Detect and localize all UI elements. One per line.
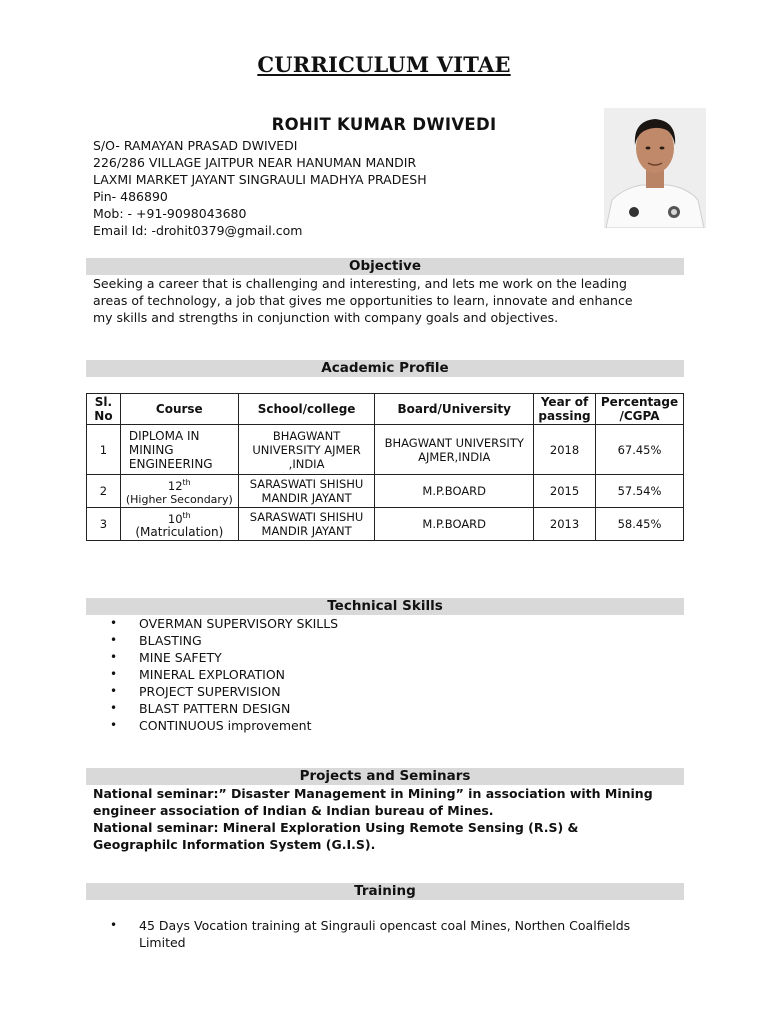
skills-heading: Technical Skills bbox=[86, 598, 684, 615]
bullet-icon: • bbox=[110, 633, 118, 647]
cell-board: M.P.BOARD bbox=[375, 508, 534, 541]
skills-list bbox=[110, 615, 510, 734]
cell-school: SARASWATI SHISHU MANDIR JAYANT bbox=[238, 475, 375, 508]
cv-title: CURRICULUM VITAE bbox=[257, 52, 511, 77]
table-row bbox=[87, 508, 684, 541]
cell-percentage: 58.45% bbox=[596, 508, 684, 541]
candidate-name: ROHIT KUMAR DWIVEDI bbox=[271, 115, 497, 134]
header-course: Course bbox=[120, 394, 238, 425]
address-line: S/O- RAMAYAN PRASAD DWIVEDI bbox=[93, 138, 298, 153]
training-text-cont: Limited bbox=[139, 935, 186, 950]
cell-school: SARASWATI SHISHU MANDIR JAYANT bbox=[238, 508, 375, 541]
cell-sl: 2 bbox=[87, 475, 121, 508]
table-row bbox=[87, 425, 684, 475]
course-grade-suffix: th bbox=[182, 478, 191, 488]
objective-line: areas of technology, a job that gives me opportunities to learn, innovate and enhance bbox=[93, 293, 633, 308]
cell-board: BHAGWANT UNIVERSITY AJMER,INDIA bbox=[375, 425, 534, 475]
list-item-continuation bbox=[110, 934, 670, 951]
cell-percentage: 67.45% bbox=[596, 425, 684, 475]
project-line: engineer association of Indian & Indian bureau of Mines. bbox=[93, 803, 494, 818]
cell-board: M.P.BOARD bbox=[375, 475, 534, 508]
table-header-row bbox=[87, 394, 684, 425]
training-text: 45 Days Vocation training at Singrauli opencast coal Mines, Northen Coalfields bbox=[139, 918, 631, 933]
cell-percentage: 57.54% bbox=[596, 475, 684, 508]
course-level: (Higher Secondary) bbox=[125, 492, 233, 506]
bullet-icon: • bbox=[110, 918, 118, 932]
bullet-icon: • bbox=[110, 650, 118, 664]
list-item: • MINE SAFETY bbox=[110, 650, 222, 665]
mobile-number: Mob: - +91-9098043680 bbox=[93, 206, 247, 221]
list-item bbox=[110, 917, 670, 934]
course-grade-suffix: th bbox=[182, 510, 191, 520]
header-board: Board/University bbox=[375, 394, 534, 425]
project-line: Geographilc Information System (G.I.S). bbox=[93, 837, 376, 852]
academic-heading: Academic Profile bbox=[86, 360, 684, 377]
cell-course bbox=[120, 475, 238, 508]
profile-photo bbox=[604, 108, 706, 228]
table-row bbox=[87, 475, 684, 508]
academic-table bbox=[86, 393, 684, 541]
bullet-icon: • bbox=[110, 667, 118, 681]
course-grade: 12 bbox=[167, 478, 183, 493]
cell-sl: 3 bbox=[87, 508, 121, 541]
header-year: Year of passing bbox=[534, 394, 596, 425]
cell-sl: 1 bbox=[87, 425, 121, 475]
email-address: Email Id: -drohit0379@gmail.com bbox=[93, 223, 303, 238]
header-sl-no: Sl. No bbox=[87, 394, 121, 425]
projects-heading: Projects and Seminars bbox=[86, 768, 684, 785]
list-item: • PROJECT SUPERVISION bbox=[110, 684, 281, 699]
course-grade: 10 bbox=[167, 511, 183, 526]
course-level: (Matriculation) bbox=[135, 525, 224, 540]
objective-heading: Objective bbox=[86, 258, 684, 275]
bullet-icon: • bbox=[110, 616, 118, 630]
bullet-icon: • bbox=[110, 718, 118, 732]
portrait-image bbox=[604, 108, 706, 228]
objective-line: Seeking a career that is challenging and interesting, and lets me work on the leading bbox=[93, 276, 627, 291]
training-list bbox=[110, 917, 670, 951]
projects-text bbox=[93, 785, 683, 853]
cell-year: 2018 bbox=[534, 425, 596, 475]
cell-year: 2015 bbox=[534, 475, 596, 508]
header-school: School/college bbox=[238, 394, 375, 425]
bullet-icon: • bbox=[110, 701, 118, 715]
list-item: • BLASTING bbox=[110, 633, 202, 648]
training-heading: Training bbox=[86, 883, 684, 900]
address-line: 226/286 VILLAGE JAITPUR NEAR HANUMAN MANDIR bbox=[93, 155, 417, 170]
bullet-icon: • bbox=[110, 684, 118, 698]
cell-course bbox=[120, 508, 238, 541]
cell-school: BHAGWANT UNIVERSITY AJMER ,INDIA bbox=[238, 425, 375, 475]
pin-code: Pin- 486890 bbox=[93, 189, 168, 204]
cell-course: DIPLOMA IN MINING ENGINEERING bbox=[120, 425, 238, 475]
project-line: National seminar: Mineral Exploration Using Remote Sensing (R.S) & bbox=[93, 820, 579, 835]
list-item: • MINERAL EXPLORATION bbox=[110, 667, 286, 682]
header-percentage: Percentage /CGPA bbox=[596, 394, 684, 425]
address-line: LAXMI MARKET JAYANT SINGRAULI MADHYA PRADESH bbox=[93, 172, 427, 187]
project-line: National seminar:” Disaster Management in Mining” in association with Mining bbox=[93, 786, 653, 801]
list-item: • BLAST PATTERN DESIGN bbox=[110, 701, 291, 716]
list-item: • OVERMAN SUPERVISORY SKILLS bbox=[110, 616, 339, 631]
objective-line: my skills and strengths in conjunction with company goals and objectives. bbox=[93, 310, 559, 325]
objective-text bbox=[93, 275, 676, 326]
cell-year: 2013 bbox=[534, 508, 596, 541]
list-item: • CONTINUOUS improvement bbox=[110, 718, 312, 733]
